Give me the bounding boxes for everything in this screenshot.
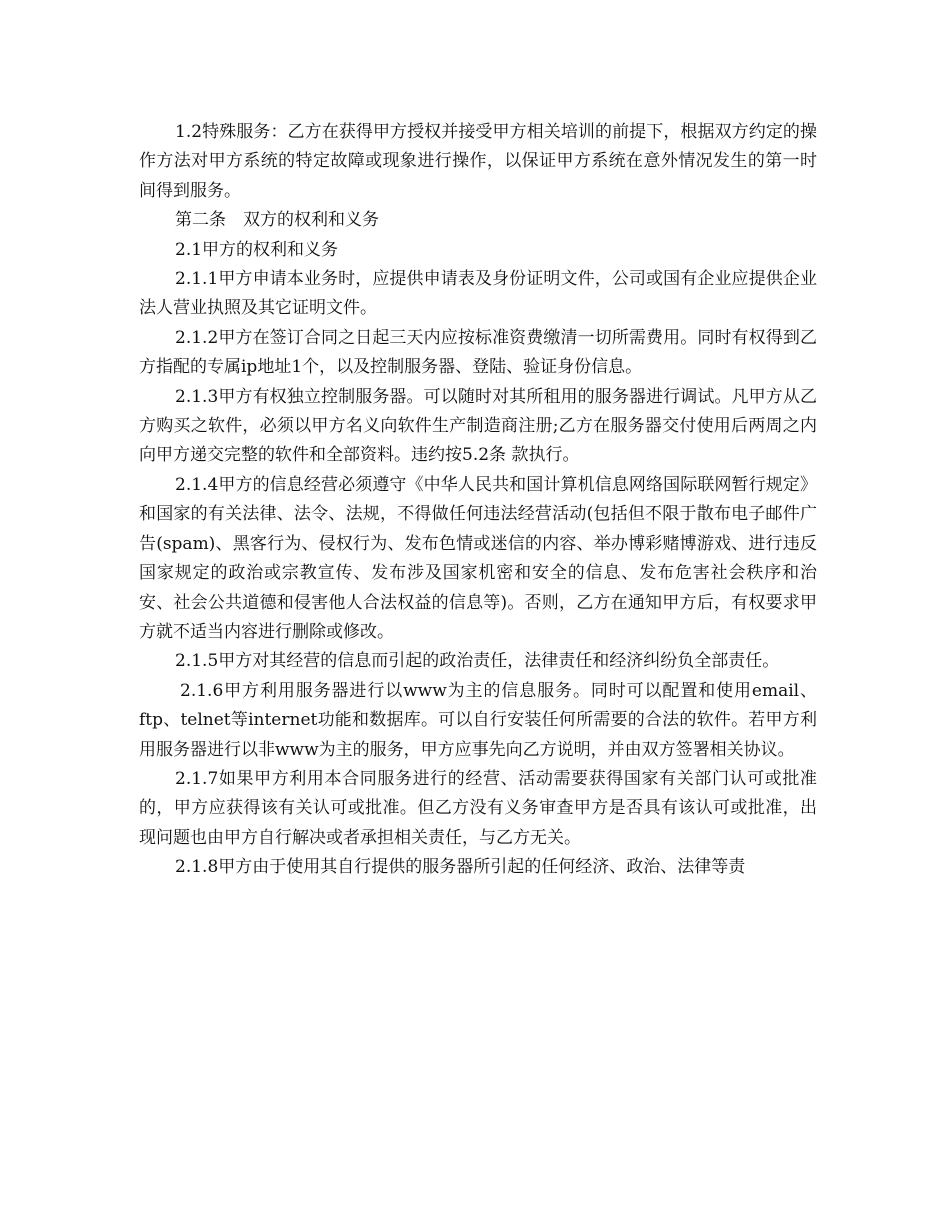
article-2-heading: 第二条 双方的权利和义务 (175, 210, 379, 231)
paragraph-2-1-2: 2.1.2甲方在签订合同之日起三天内应按标准资费缴清一切所需费用。同时有权得到乙方指配的专属ip地址1个，以及控制服务器、登陆、验证身份信息。 (139, 327, 817, 378)
paragraph-2-1-5: 2.1.5甲方对其经营的信息而引起的政治责任，法律责任和经济纠纷负全部责任。 (175, 651, 780, 672)
section-2-1-heading: 2.1甲方的权利和义务 (175, 239, 339, 260)
paragraph-2-1-1: 2.1.1甲方申请本业务时，应提供申请表及身份证明文件，公司或国有企业应提供企业法人营业执照及其它证明文件。 (139, 269, 817, 319)
paragraph-1-2-special-service: 1.2特殊服务：乙方在获得甲方授权并接受甲方相关培训的前提下，根据双方约定的操作方法对甲方系统的特定故障或现象进行操作，以保证甲方系统在意外情况发生的第一时间得到服务。 (139, 122, 817, 201)
paragraph-2-1-7: 2.1.7如果甲方利用本合同服务进行的经营、活动需要获得国家有关部门认可或批准的，甲方应获得该有关认可或批准。但乙方没有义务审查甲方是否具有该认可或批准，出现问题也由甲方自行解决或者承担相关责任，与乙方无关。 (139, 768, 817, 848)
paragraph-2-1-4: 2.1.4甲方的信息经营必须遵守《中华人民共和国计算机信息网络国际联网暂行规定》和国家的有关法律、法令、法规，不得做任何违法经营活动(包括但不限于散布电子邮件广告(spam)、黑客行为、侵权行为、发布色情或迷信的内容、举办博彩赌博游戏、进行违反国家规定的政治或宗教宣传、发布涉及国家机密和安全的信息、发布危害社会秩序和治安、社会公共道德和侵害他人合法权益的信息等)。否则，乙方在通知甲方后，有权要求甲方就不适当内容进行删除或修改。 (139, 474, 817, 642)
document-body (139, 118, 817, 883)
paragraph-2-1-8: 2.1.8甲方由于使用其自行提供的服务器所引起的任何经济、政治、法律等责 (175, 857, 746, 878)
paragraph-2-1-6: 2.1.6甲方利用服务器进行以www为主的信息服务。同时可以配置和使用email、ftp、telnet等internet功能和数据库。可以自行安装任何所需要的合法的软件。若甲方利用服务器进行以非www为主的服务，甲方应事先向乙方说明，并由双方签署相关协议。 (139, 680, 817, 760)
paragraph-2-1-3: 2.1.3甲方有权独立控制服务器。可以随时对其所租用的服务器进行调试。凡甲方从乙方购买之软件，必须以甲方名义向软件生产制造商注册;乙方在服务器交付使用后两周之内向甲方递交完整的软件和全部资料。违约按5.2条 款执行。 (139, 386, 817, 466)
